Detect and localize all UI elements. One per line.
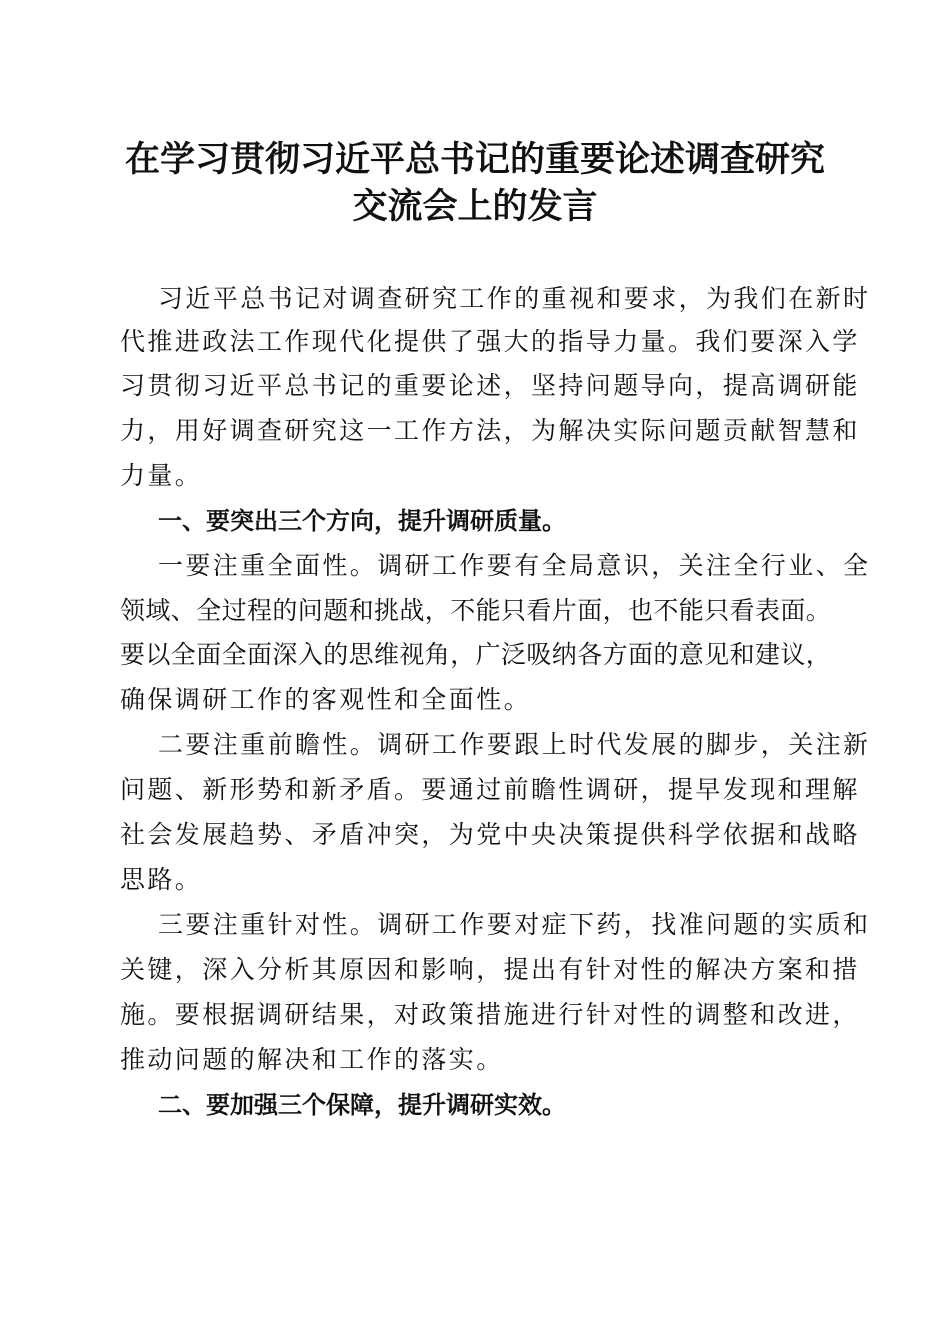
- point-3-line-1: 三要注重针对性。调研工作要对症下药，找准问题的实质和: [158, 910, 871, 939]
- intro-paragraph-line-3: 习贯彻习近平总书记的重要论述，坚持问题导向，提高调研能: [120, 371, 860, 400]
- intro-paragraph-line-1: 习近平总书记对调查研究工作的重视和要求，为我们在新时: [158, 284, 871, 313]
- point-1-line-3: 要以全面全面深入的思维视角，广泛吸纳各方面的意见和建议，: [120, 640, 832, 669]
- intro-paragraph-line-2: 代推进政法工作现代化提供了强大的指导力量。我们要深入学: [120, 327, 860, 356]
- point-3-line-3: 施。要根据调研结果，对政策措施进行针对性的调整和改进，: [120, 1000, 860, 1029]
- point-3-line-4: 推动问题的解决和工作的落实。: [120, 1045, 504, 1074]
- point-2-line-3: 社会发展趋势、矛盾冲突，为党中央决策提供科学依据和战略: [120, 820, 860, 849]
- point-1-line-1: 一要注重全面性。调研工作要有全局意识，关注全行业、全: [158, 551, 871, 580]
- intro-paragraph-line-4: 力，用好调查研究这一工作方法，为解决实际问题贡献智慧和: [120, 416, 860, 445]
- point-1-line-4: 确保调研工作的客观性和全面性。: [120, 685, 532, 714]
- intro-paragraph-line-5: 力量。: [120, 461, 203, 490]
- point-2-line-2: 问题、新形势和新矛盾。要通过前瞻性调研，提早发现和理解: [120, 775, 860, 804]
- point-2-line-1: 二要注重前瞻性。调研工作要跟上时代发展的脚步，关注新: [158, 730, 871, 759]
- document-title-line-2: 交流会上的发言: [352, 186, 598, 227]
- document-title-line-1: 在学习贯彻习近平总书记的重要论述调查研究: [124, 139, 825, 180]
- point-3-line-2: 关键，深入分析其原因和影响，提出有针对性的解决方案和措: [120, 955, 860, 984]
- point-2-line-4: 思路。: [120, 865, 203, 894]
- point-1-line-2: 领域、全过程的问题和挑战，不能只看片面，也不能只看表面。: [120, 596, 832, 625]
- section-heading-1: 一、要突出三个方向，提升调研质量。: [158, 507, 566, 535]
- section-heading-2: 二、要加强三个保障，提升调研实效。: [158, 1091, 566, 1119]
